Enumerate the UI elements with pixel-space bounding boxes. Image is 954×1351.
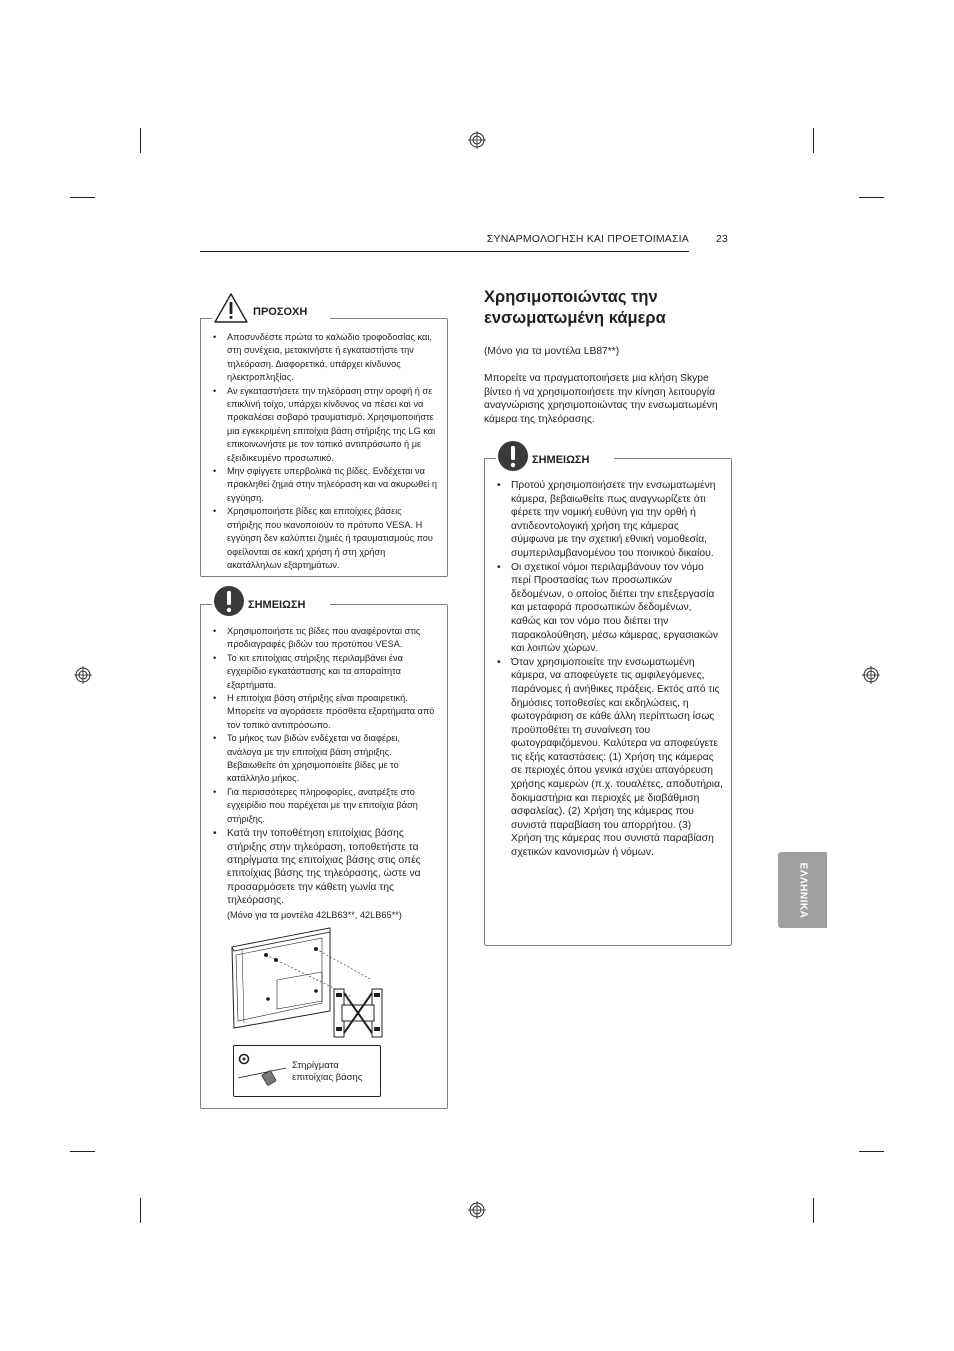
page-title-line: ενσωματωμένη κάμερα <box>484 309 666 327</box>
caution-list <box>213 331 437 572</box>
page-number: 23 <box>716 233 728 245</box>
models-note: (Μόνο για τα μοντέλα 42LB63**, 42LB65**) <box>227 910 402 920</box>
crop-mark <box>140 128 141 153</box>
warning-triangle-icon <box>213 292 249 324</box>
header-rule <box>200 251 689 252</box>
registration-mark-icon <box>862 666 880 684</box>
list-item: • Αποσυνδέστε πρώτα το καλώδιο τροφοδοσίας και, στη συνέχεια, μετακινήστε ή εγκαταστήστε την τηλεόραση. Διαφορετικά, υπάρχει κίνδυνος ηλεκτροπληξίας. <box>213 331 437 385</box>
exclamation-note-icon <box>213 585 245 617</box>
registration-mark-icon <box>468 131 486 149</box>
exclamation-note-icon <box>497 440 529 472</box>
registration-mark-icon <box>74 666 92 684</box>
crop-mark <box>140 1198 141 1223</box>
crop-mark <box>813 1198 814 1223</box>
list-item: • Οι σχετικοί νόμοι περιλαμβάνουν τον νόμο περί Προστασίας των προσωπικών δεδομένων, ο οποίος διέπει την επεξεργασία και μεταφορά προσωπικών δεδομένων, καθώς και τον νόμο που διέπει την παρακολούθηση, μέσω κάμερας, εργασιακών και λοιπών χώρων. <box>497 561 723 656</box>
list-item: • Η επιτοίχια βάση στήριξης είναι προαιρετική. Μπορείτε να αγοράσετε πρόσθετα εξαρτήματα από τον τοπικό αντιπρόσωπο. <box>213 692 437 732</box>
list-item: • Κατά την τοποθέτηση επιτοίχιας βάσης στήριξης στην τηλεόραση, τοποθετήστε τα στηρίγματα της επιτοίχιας βάσης στις οπές επιτοίχιας βάσης της τηλεόρασης, ώστε να προσαρμόσετε την κάθετη γωνία της τηλεόρασης. <box>213 827 437 907</box>
list-item: • Όταν χρησιμοποιείτε την ενσωματωμένη κάμερα, να αποφεύγετε τις αμφιλεγόμενες, παράνομες ή ανήθικες πράξεις. Εκτός από τις δημόσιες τοποθεσίες και εκδηλώσεις, η φωτογράφιση σε κάθε άλλη περίπτωση ίσως προϋποθέτει τη συναίνεση του φωτογραφιζόμενου. Καλύτερα να αποφεύγετε τις εξής καταστάσεις: (1) Χρήση της κάμερας σε περιοχές όπου γενικά ισχύει απαγόρευση χρήσης καμερών (π.χ. τουαλέτες, αποδυτήρια, δοκιμαστήρια και περιοχές με διαβάθμιση ασφαλείας). (2) Χρήση της κάμερας που συνιστά παραβίαση του απορρήτου. (3) Χρήση της κάμερας που συνιστά παραβίαση σχετικών κανονισμών ή νόμων. <box>497 656 723 860</box>
figure-caption: Στηρίγματα επιτοίχιας βάσης <box>292 1060 363 1083</box>
list-item: • Προτού χρησιμοποιήσετε την ενσωματωμένη κάμερα, βεβαιωθείτε πως αναγνωρίζετε ότι φέρετε την νομική ευθύνη για την ορθή ή αντιδεοντολογική χρήση της κάμερας σύμφωνα με την σχετική εθνική νομοθεσία, συμπεριλαμβανομένου του ποινικού δικαίου. <box>497 479 723 561</box>
list-item: • Για περισσότερες πληροφορίες, ανατρέξτε στο εγχειρίδιο που παρέχεται με την επιτοίχια βάση στήριξης. <box>213 786 437 826</box>
list-item: • Χρησιμοποιήστε βίδες και επιτοίχιες βάσεις στήριξης που ικανοποιούν το πρότυπο VESA. Η εγγύηση δεν καλύπτει ζημιές ή τραυματισμούς που οφείλονται σε κακή χρήση ή στη χρήση ακατάλληλων εξαρτημάτων. <box>213 505 437 572</box>
crop-mark <box>70 197 95 198</box>
list-item: • Μην σφίγγετε υπερβολικά τις βίδες. Ενδέχεται να προκληθεί ζημιά στην τηλεόραση και να ακυρωθεί η εγγύηση. <box>213 465 437 505</box>
crop-mark <box>859 197 884 198</box>
page-title-line: Χρησιμοποιώντας την <box>484 288 658 306</box>
caution-box-top-rule <box>330 318 447 319</box>
note-list-right <box>497 479 723 860</box>
wall-bracket-icon <box>332 987 384 1039</box>
crop-mark <box>813 128 814 153</box>
crop-mark <box>859 1151 884 1152</box>
models-note-camera: (Μόνο για τα μοντέλα LB87**) <box>484 346 620 357</box>
list-item: • Το κιτ επιτοίχιας στήριξης περιλαμβάνει ένα εγχειρίδιο εγκατάστασης και τα απαραίτητα εξαρτήματα. <box>213 652 437 692</box>
caution-label: ΠΡΟΣΟΧΗ <box>250 306 310 318</box>
note-box-top-rule <box>200 604 212 605</box>
list-item: • Χρησιμοποιήστε τις βίδες που αναφέρονται στις προδιαγραφές βιδών του προτύπου VESA. <box>213 625 437 652</box>
note-box-top-rule <box>484 458 496 459</box>
note-list-left <box>213 625 437 908</box>
mount-spacer-icon <box>236 1050 288 1092</box>
caution-box-top-rule <box>200 318 212 319</box>
crop-mark <box>70 1151 95 1152</box>
language-tab-text: ΕΛΛΗΝΙΚΑ <box>797 862 808 918</box>
list-item: • Αν εγκαταστήσετε την τηλεόραση στην οροφή ή σε επικλινή τοίχο, υπάρχει κίνδυνος να πέσει και να προκαλέσει σοβαρό τραυματισμό. Χρησιμοποιήστε μια εγκεκριμένη επιτοίχια βάση στήριξης της LG και επικοινωνήστε με τον τοπικό αντιπρόσωπο ή με εξειδικευμένο προσωπικό. <box>213 385 437 465</box>
registration-mark-icon <box>468 1201 486 1219</box>
note-label: ΣΗΜΕΙΩΣΗ <box>529 454 592 466</box>
intro-paragraph: Μπορείτε να πραγματοποιήσετε μια κλήση Skype βίντεο ή να χρησιμοποιήσετε την κίνηση λειτουργία αναγνώρισης χρησιμοποιώντας την ενσωματωμένη κάμερα της τηλεόρασης. <box>484 373 718 425</box>
language-tab-label <box>778 852 827 928</box>
note-box-top-rule <box>330 604 447 605</box>
note-label: ΣΗΜΕΙΩΣΗ <box>245 599 308 611</box>
note-box-top-rule <box>614 458 731 459</box>
list-item: • Το μήκος των βιδών ενδέχεται να διαφέρει, ανάλογα με την επιτοίχια βάση στήριξης. Βεβαιωθείτε ότι χρησιμοποιείτε βίδες με το κατάλληλο μήκος. <box>213 732 437 786</box>
section-header: ΣΥΝΑΡΜΟΛΟΓΗΣΗ ΚΑΙ ΠΡΟΕΤΟΙΜΑΣΙΑ <box>486 233 689 245</box>
page-title <box>484 287 666 329</box>
